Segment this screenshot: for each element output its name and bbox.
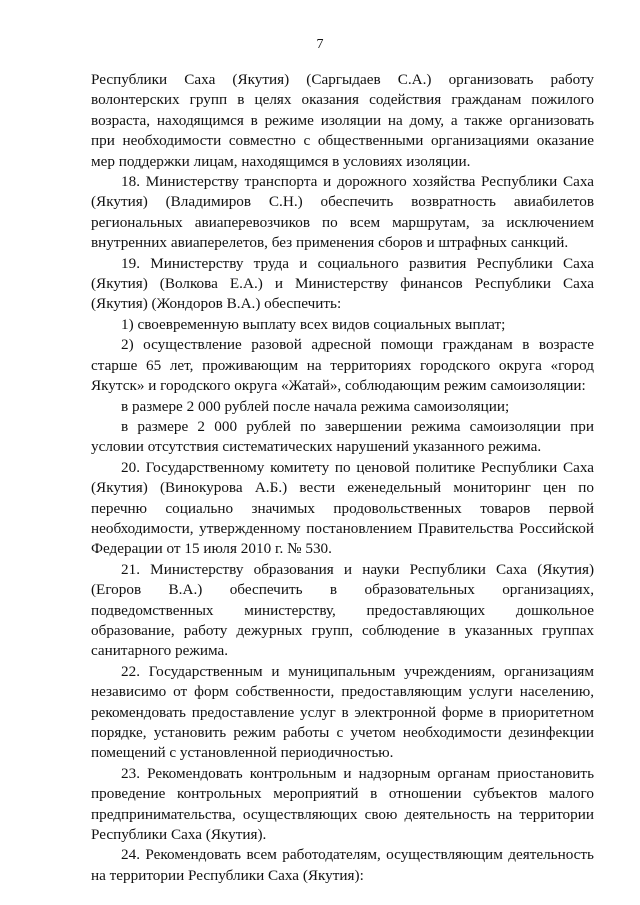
paragraph-continuation: Республики Саха (Якутия) (Саргыдаев С.А.) организовать работу волонтерских групп в целях оказания содействия гражданам пожилого возраста, находящимся в режиме изоляции на дому, а также организовать при необходимости совместно с общественными организациями оказание мер поддержки лицам, находящимся в условиях изоляции.	[91, 71, 594, 170]
paragraph-item-24: 24. Рекомендовать всем работодателям, осуществляющим деятельность на территории Республики Саха (Якутия):	[91, 846, 594, 884]
paragraph-item-22: 22. Государственным и муниципальным учреждениям, организациям независимо от форм собственности, предоставляющим услуги населению, рекомендовать предоставление услуг в электронной форме в приоритетном порядке, установить режим работы с учетом необходимости дезинфекции помещений с установленной периодичностью.	[91, 662, 594, 762]
document-body	[91, 70, 594, 886]
paragraph-item-21: 21. Министерству образования и науки Республики Саха (Якутия) (Егоров В.А.) обеспечить в образовательных организациях, подведомственных министерству, предоставляющих дошкольное образование, работу дежурных групп, соблюдение в указанных группах санитарного режима.	[91, 560, 594, 660]
page-number: 7	[316, 37, 324, 52]
paragraph-subitem-2: 2) осуществление разовой адресной помощи гражданам в возрасте старше 65 лет, проживающим на территориях городского округа «город Якутск» и городского округа «Жатай», соблюдающим режим самоизоляции:	[91, 336, 594, 395]
paragraph-item-23: 23. Рекомендовать контрольным и надзорным органам приостановить проведение контрольных мероприятий в отношении субъектов малого предпринимательства, осуществляющих свою деятельность на территории Республики Саха (Якутия).	[91, 764, 594, 844]
paragraph-amount-end: в размере 2 000 рублей по завершении режима самоизоляции при условии отсутствия систематических нарушений указанного режима.	[91, 417, 594, 456]
paragraph-subitem-1: 1) своевременную выплату всех видов социальных выплат;	[121, 315, 506, 333]
paragraph-item-18: 18. Министерству транспорта и дорожного хозяйства Республики Саха (Якутия) (Владимиров С.Н.) обеспечить возвратность авиабилетов региональных авиаперевозчиков по всем маршрутам, за исключением внутренних авиаперелетов, без применения сборов и штрафных санкций.	[91, 173, 594, 252]
paragraph-amount-start: в размере 2 000 рублей после начала режима самоизоляции;	[121, 397, 510, 415]
paragraph-item-20: 20. Государственному комитету по ценовой политике Республики Саха (Якутия) (Винокурова А.Б.) вести еженедельный мониторинг цен по перечню социально значимых продовольственных товаров первой необходимости, утвержденному постановлением Правительства Российской Федерации от 15 июля 2010 г. № 530.	[91, 458, 594, 558]
paragraph-item-19: 19. Министерству труда и социального развития Республики Саха (Якутия) (Волкова Е.А.) и Министерству финансов Республики Саха (Якутия) (Жондоров В.А.) обеспечить:	[91, 254, 594, 313]
